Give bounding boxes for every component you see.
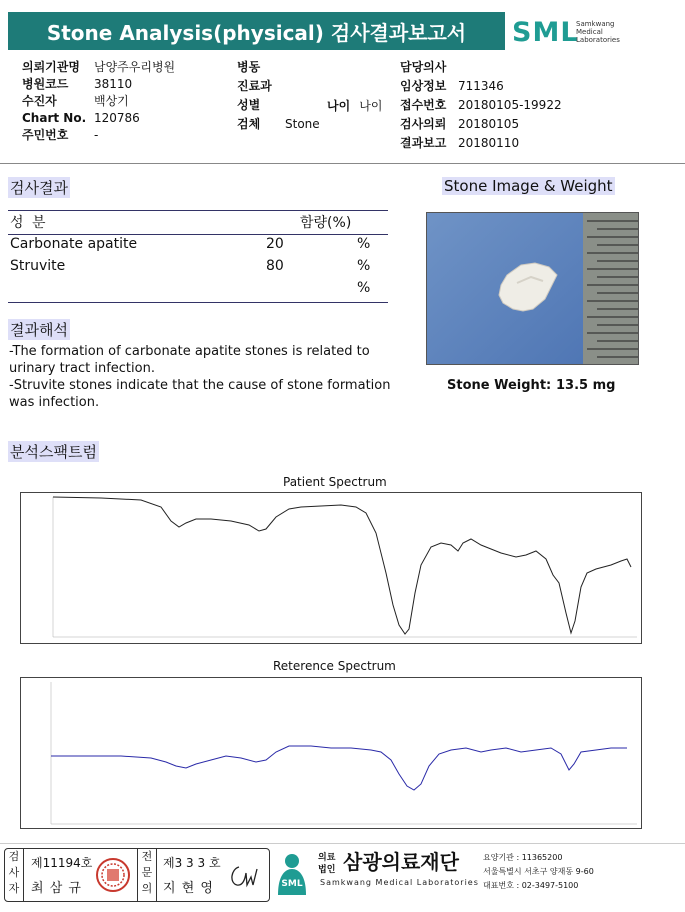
age-value: 나이 [359,99,383,113]
signature-box [4,848,270,902]
report-title: Stone Analysis(physical) 검사결과보고서 [8,12,505,50]
stone-weight-label: Stone Weight: [447,378,552,393]
patient-spectrum-title: Patient Spectrum [283,475,387,489]
interpretation-line-1: -The formation of carbonate apatite stones is related to urinary tract infection. [9,344,370,376]
org-name-en: Samkwang Medical Laboratories [320,878,479,887]
info-value: 20180110 [458,136,520,150]
specialist-signature-icon [225,859,265,893]
info-label: 담당의사 [400,60,447,74]
specialist-label-char: 전 [141,850,153,863]
sml-logo [512,18,632,48]
age-label: 나이 [327,99,351,113]
inspector-label-char: 사 [8,866,20,879]
patient-spectrum-chart [20,492,642,644]
info-label: 병원코드 [22,77,69,91]
stone-photo [426,212,639,365]
result-amount: 80 [266,258,284,274]
info-value: 120786 [94,111,140,125]
info-value: 711346 [458,79,504,93]
info-value: 백상기 [94,94,129,108]
logo-sub-2: Medical [576,28,603,36]
reference-spectrum-line [51,746,627,790]
info-label: 병동 [237,60,261,74]
info-value: 20180105 [458,117,520,131]
info-label: 결과보고 [400,136,447,150]
org-code: 요양기관 : 11365200 [483,853,563,862]
org-type-line: 의료 [318,853,336,863]
logo-sub-1: Samkwang [576,20,615,28]
info-label: 수진자 [22,94,57,108]
info-label: 주민번호 [22,128,69,142]
org-name: 삼광의료재단 [343,850,459,874]
org-type [318,852,335,876]
org-logo-icon [272,851,312,895]
col-component: 성 분 [10,215,48,231]
reference-spectrum-title: Reterence Spectrum [273,659,396,673]
interpretation-title: 결과해석 [10,321,68,339]
org-logo-text: SML [281,879,303,889]
info-label: 성별 [237,98,261,112]
specialist-name: 지 현 영 [163,881,214,896]
table-top-rule [8,210,388,211]
reference-spectrum-chart [20,677,642,829]
stone-weight-value: 13.5 mg [556,378,616,393]
specialist-label [137,849,157,901]
results-title: 검사결과 [10,179,68,197]
info-label: 접수번호 [400,98,447,112]
stone-image-title: Stone Image & Weight [444,177,613,195]
reference-spectrum-svg [21,678,641,828]
inspector-license-no: 제11194호 [31,856,93,870]
table-bottom-rule [8,302,388,303]
footer-divider [0,843,685,844]
spectrum-title: 분석스팩트럼 [10,443,97,461]
interpretation-line-2: -Struvite stones indicate that the cause of stone formation was infection. [9,378,391,410]
result-name: Struvite [10,258,66,274]
specialist-label-char: 의 [141,882,153,895]
info-label: 검체 [237,117,261,131]
info-value: 남양주우리병원 [94,60,176,74]
section-divider [0,163,685,164]
result-name: Carbonate apatite [10,236,138,252]
info-value: - [94,128,99,142]
org-address: 서울특별시 서초구 양재동 9-60 [483,867,594,876]
stone-photo-svg [427,213,638,364]
info-label: 검사의뢰 [400,117,447,131]
org-type-line: 법인 [318,865,336,875]
age-field [327,95,382,114]
result-unit: % [357,280,371,296]
patient-spectrum-svg [21,493,641,643]
info-value: 38110 [94,77,133,91]
result-unit: % [357,236,371,252]
result-amount: 20 [266,236,284,252]
info-left [22,56,242,141]
info-label: 의뢰기관명 [22,60,80,74]
inspector-label-char: 자 [8,882,20,895]
inspector-name: 최 삼 규 [31,881,82,896]
patient-spectrum-line [53,497,631,634]
org-phone: 대표번호 : 02-3497-5100 [483,881,579,890]
info-value: 20180105-19922 [458,98,562,112]
info-label: Chart No. [22,111,87,125]
info-middle [237,56,377,132]
inspector-seal-icon [95,857,131,893]
col-amount: 함량(%) [300,215,352,231]
specialist-label-char: 문 [141,866,153,879]
info-label: 진료과 [237,79,272,93]
inspector-label-char: 검 [8,850,20,863]
logo-sub-3: Laboratories [576,36,620,44]
result-unit: % [357,258,371,274]
inspector-label [5,849,24,901]
info-value: Stone [285,117,320,131]
table-header-rule [8,234,388,235]
info-label: 임상정보 [400,79,447,93]
specialist-license-no: 제3 3 3 호 [163,856,221,870]
logo-subtext [576,20,620,44]
info-right [400,56,600,151]
logo-text: SML [512,17,579,48]
